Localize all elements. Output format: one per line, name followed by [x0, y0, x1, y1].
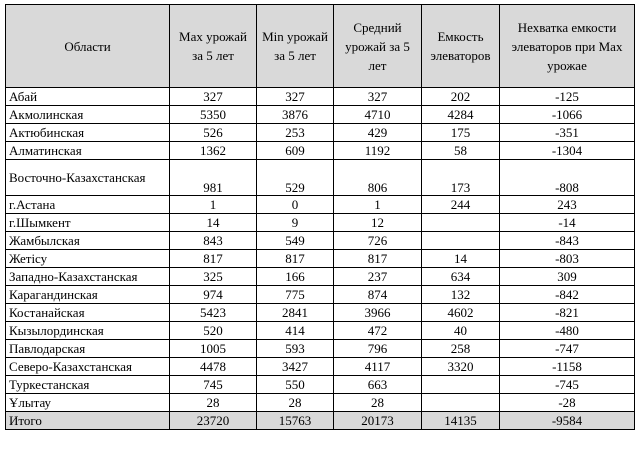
- shortage-cell: -808: [500, 160, 635, 196]
- max-yield-cell: 817: [170, 250, 257, 268]
- avg-yield-cell: 4710: [334, 106, 422, 124]
- total-row: [6, 412, 635, 430]
- min-yield-cell: 414: [257, 322, 334, 340]
- capacity-cell: 634: [422, 268, 500, 286]
- table-row: [6, 160, 635, 196]
- region-cell: Павлодарская: [6, 340, 170, 358]
- table-row: [6, 214, 635, 232]
- min-yield-cell: 549: [257, 232, 334, 250]
- max-yield-cell: 745: [170, 376, 257, 394]
- table-row: [6, 376, 635, 394]
- header-elevator-capacity: Емкость элеваторов: [422, 5, 500, 88]
- shortage-cell: 243: [500, 196, 635, 214]
- table-row: [6, 358, 635, 376]
- avg-yield-cell: 237: [334, 268, 422, 286]
- max-yield-cell: 28: [170, 394, 257, 412]
- total-min-yield-cell: 15763: [257, 412, 334, 430]
- max-yield-cell: 1: [170, 196, 257, 214]
- header-row: [6, 5, 635, 88]
- region-cell: г.Астана: [6, 196, 170, 214]
- table-row: [6, 196, 635, 214]
- capacity-cell: 58: [422, 142, 500, 160]
- region-cell: Абай: [6, 88, 170, 106]
- avg-yield-cell: 28: [334, 394, 422, 412]
- max-yield-cell: 1005: [170, 340, 257, 358]
- avg-yield-cell: 12: [334, 214, 422, 232]
- min-yield-cell: 593: [257, 340, 334, 358]
- region-cell: Актюбинская: [6, 124, 170, 142]
- table-row: [6, 250, 635, 268]
- capacity-cell: 202: [422, 88, 500, 106]
- max-yield-cell: 5423: [170, 304, 257, 322]
- region-cell: Костанайская: [6, 304, 170, 322]
- region-cell: Акмолинская: [6, 106, 170, 124]
- table-row: [6, 232, 635, 250]
- min-yield-cell: 3427: [257, 358, 334, 376]
- min-yield-cell: 550: [257, 376, 334, 394]
- avg-yield-cell: 4117: [334, 358, 422, 376]
- capacity-cell: 40: [422, 322, 500, 340]
- capacity-cell: 175: [422, 124, 500, 142]
- header-capacity-shortage: Нехватка емкости элеваторов при Max урожае: [500, 5, 635, 88]
- max-yield-cell: 981: [170, 160, 257, 196]
- max-yield-cell: 14: [170, 214, 257, 232]
- shortage-cell: -351: [500, 124, 635, 142]
- table-row: [6, 268, 635, 286]
- capacity-cell: 173: [422, 160, 500, 196]
- region-cell: Восточно-Казахстанская: [6, 160, 170, 196]
- shortage-cell: -803: [500, 250, 635, 268]
- avg-yield-cell: 806: [334, 160, 422, 196]
- header-region: Области: [6, 5, 170, 88]
- min-yield-cell: 817: [257, 250, 334, 268]
- capacity-cell: 132: [422, 286, 500, 304]
- table-row: [6, 340, 635, 358]
- capacity-cell: 4602: [422, 304, 500, 322]
- min-yield-cell: 9: [257, 214, 334, 232]
- header-min-yield: Min урожай за 5 лет: [257, 5, 334, 88]
- avg-yield-cell: 472: [334, 322, 422, 340]
- harvest-elevator-table: [5, 4, 635, 430]
- avg-yield-cell: 1192: [334, 142, 422, 160]
- region-cell: Кызылординская: [6, 322, 170, 340]
- header-avg-yield: Средний урожай за 5 лет: [334, 5, 422, 88]
- avg-yield-cell: 327: [334, 88, 422, 106]
- table-row: [6, 142, 635, 160]
- shortage-cell: -843: [500, 232, 635, 250]
- capacity-cell: 14: [422, 250, 500, 268]
- total-avg-yield-cell: 20173: [334, 412, 422, 430]
- avg-yield-cell: 663: [334, 376, 422, 394]
- table-row: [6, 322, 635, 340]
- table-row: [6, 124, 635, 142]
- total-shortage-cell: -9584: [500, 412, 635, 430]
- shortage-cell: -1066: [500, 106, 635, 124]
- shortage-cell: -480: [500, 322, 635, 340]
- max-yield-cell: 520: [170, 322, 257, 340]
- region-cell: Северо-Казахстанская: [6, 358, 170, 376]
- avg-yield-cell: 817: [334, 250, 422, 268]
- shortage-cell: -747: [500, 340, 635, 358]
- capacity-cell: 3320: [422, 358, 500, 376]
- capacity-cell: [422, 376, 500, 394]
- shortage-cell: -821: [500, 304, 635, 322]
- min-yield-cell: 775: [257, 286, 334, 304]
- capacity-cell: 4284: [422, 106, 500, 124]
- total-label-cell: Итого: [6, 412, 170, 430]
- capacity-cell: 258: [422, 340, 500, 358]
- capacity-cell: [422, 394, 500, 412]
- min-yield-cell: 609: [257, 142, 334, 160]
- shortage-cell: -14: [500, 214, 635, 232]
- table-row: [6, 286, 635, 304]
- region-cell: Туркестанская: [6, 376, 170, 394]
- avg-yield-cell: 3966: [334, 304, 422, 322]
- region-cell: Ұлытау: [6, 394, 170, 412]
- region-cell: Жетісу: [6, 250, 170, 268]
- shortage-cell: -745: [500, 376, 635, 394]
- max-yield-cell: 843: [170, 232, 257, 250]
- table-row: [6, 394, 635, 412]
- region-cell: Карагандинская: [6, 286, 170, 304]
- max-yield-cell: 4478: [170, 358, 257, 376]
- shortage-cell: -28: [500, 394, 635, 412]
- avg-yield-cell: 1: [334, 196, 422, 214]
- region-cell: Жамбылская: [6, 232, 170, 250]
- max-yield-cell: 5350: [170, 106, 257, 124]
- capacity-cell: [422, 214, 500, 232]
- shortage-cell: -125: [500, 88, 635, 106]
- table-row: [6, 304, 635, 322]
- min-yield-cell: 28: [257, 394, 334, 412]
- total-max-yield-cell: 23720: [170, 412, 257, 430]
- shortage-cell: -1304: [500, 142, 635, 160]
- min-yield-cell: 529: [257, 160, 334, 196]
- max-yield-cell: 1362: [170, 142, 257, 160]
- region-cell: Западно-Казахстанская: [6, 268, 170, 286]
- max-yield-cell: 974: [170, 286, 257, 304]
- max-yield-cell: 325: [170, 268, 257, 286]
- min-yield-cell: 2841: [257, 304, 334, 322]
- region-cell: Алматинская: [6, 142, 170, 160]
- shortage-cell: 309: [500, 268, 635, 286]
- shortage-cell: -842: [500, 286, 635, 304]
- capacity-cell: [422, 232, 500, 250]
- min-yield-cell: 253: [257, 124, 334, 142]
- max-yield-cell: 327: [170, 88, 257, 106]
- total-capacity-cell: 14135: [422, 412, 500, 430]
- min-yield-cell: 3876: [257, 106, 334, 124]
- avg-yield-cell: 796: [334, 340, 422, 358]
- table-row: [6, 106, 635, 124]
- max-yield-cell: 526: [170, 124, 257, 142]
- header-max-yield: Max урожай за 5 лет: [170, 5, 257, 88]
- capacity-cell: 244: [422, 196, 500, 214]
- avg-yield-cell: 429: [334, 124, 422, 142]
- avg-yield-cell: 874: [334, 286, 422, 304]
- min-yield-cell: 0: [257, 196, 334, 214]
- min-yield-cell: 166: [257, 268, 334, 286]
- region-cell: г.Шымкент: [6, 214, 170, 232]
- table-row: [6, 88, 635, 106]
- min-yield-cell: 327: [257, 88, 334, 106]
- avg-yield-cell: 726: [334, 232, 422, 250]
- shortage-cell: -1158: [500, 358, 635, 376]
